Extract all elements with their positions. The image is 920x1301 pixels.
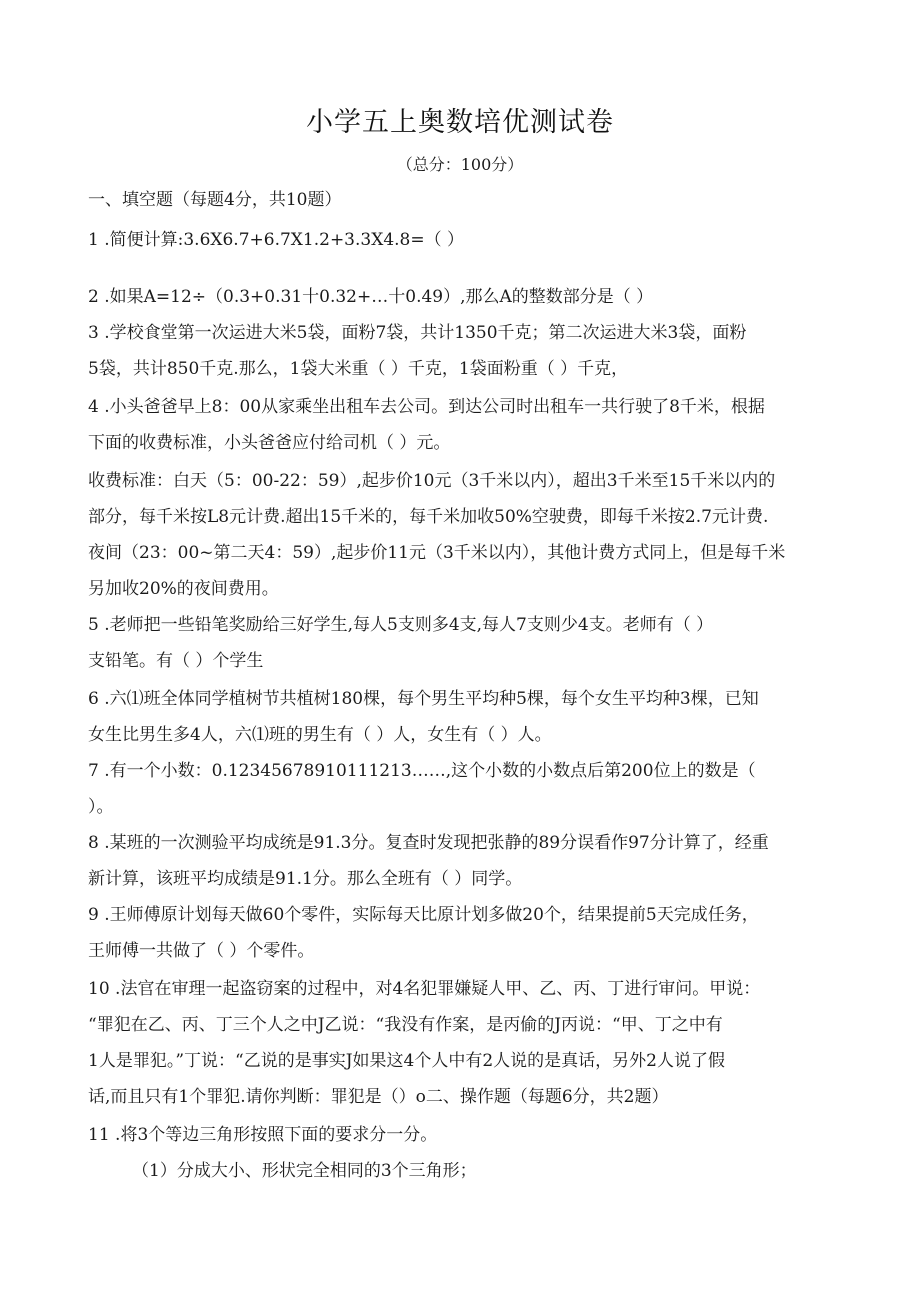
total-score-subtitle: （总分：100分） xyxy=(396,155,524,174)
fare-standard-line-2: 部分，每千米按L8元计费.超出15千米的，每千米加收50%空驶费，即每千米按2.7元计费. xyxy=(88,507,769,527)
question-9-continued: 王师傅一共做了（ ）个零件。 xyxy=(88,941,315,961)
section-heading-fill-in: 一、填空题（每题4分，共10题） xyxy=(88,190,342,210)
question-10-continued-3: 话,而且只有1个罪犯.请你判断：罪犯是（）o二、操作题（每题6分，共2题） xyxy=(88,1087,669,1107)
question-7-continued: ）。 xyxy=(88,797,114,817)
question-3: 3 .学校食堂第一次运进大米5袋，面粉7袋，共计1350千克；第二次运进大米3袋，面粉 xyxy=(88,323,747,343)
question-4: 4 .小头爸爸早上8：00从家乘坐出租车去公司。到达公司时出租车一共行驶了8千米，根据 xyxy=(88,397,765,417)
question-8: 8 .某班的一次测验平均成统是91.3分。复查时发现把张静的89分误看作97分计算了，经重 xyxy=(88,833,769,853)
question-3-continued: 5袋，共计850千克.那么，1袋大米重（ ）千克，1袋面粉重（ ）千克， xyxy=(88,359,629,379)
question-9: 9 .王师傅原计划每天做60个零件，实际每天比原计划多做20个，结果提前5天完成任务， xyxy=(88,905,759,925)
fare-standard-line-3: 夜间（23：00~第二天4：59）,起步价11元（3千米以内），其他计费方式同上，但是每千米 xyxy=(88,543,786,563)
question-11-part-1: （1）分成大小、形状完全相同的3个三角形； xyxy=(132,1161,477,1181)
question-4-continued: 下面的收费标准，小头爸爸应付给司机（ ）元。 xyxy=(88,433,451,453)
question-11: 11 .将3个等边三角形按照下面的要求分一分。 xyxy=(88,1125,438,1145)
fare-standard-line-4: 另加收20%的夜间费用。 xyxy=(88,579,279,599)
question-8-continued: 新计算，该班平均成绩是91.1分。那么全班有（ ）同学。 xyxy=(88,869,523,889)
question-2: 2 .如果A=12÷（0.3+0.31十0.32+…十0.49）,那么A的整数部分是（ ） xyxy=(88,287,654,307)
question-10-continued-2: 1人是罪犯。”丁说：“乙说的是事实J如果这4个人中有2人说的是真话，另外2人说了假 xyxy=(88,1051,725,1071)
question-10-continued-1: “罪犯在乙、丙、丁三个人之中J乙说：“我没有作案，是丙偷的J丙说：“甲、丁之中有 xyxy=(88,1015,723,1035)
question-6-continued: 女生比男生多4人，六⑴班的男生有（ ）人，女生有（ ）人。 xyxy=(88,725,552,745)
question-6: 6 .六⑴班全体同学植树节共植树180棵，每个男生平均种5棵，每个女生平均种3棵，已知 xyxy=(88,689,759,709)
question-10: 10 .法官在审理一起盗窃案的过程中，对4名犯罪嫌疑人甲、乙、丙、丁进行审问。甲说： xyxy=(88,979,761,999)
question-7: 7 .有一个小数：0.12345678910111213……,这个小数的小数点后第200位上的数是（ xyxy=(88,761,756,781)
question-5-continued: 支铅笔。有（ ）个学生 xyxy=(88,651,264,671)
page-title: 小学五上奥数培优测试卷 xyxy=(306,107,614,138)
fare-standard-line-1: 收费标准：白天（5：00-22：59）,起步价10元（3千米以内），超出3千米至15千米以内的 xyxy=(88,471,776,491)
question-1: 1 .简便计算:3.6X6.7+6.7X1.2+3.3X4.8=（ ） xyxy=(88,230,465,250)
question-5: 5 .老师把一些铅笔奖励给三好学生,每人5支则多4支,每人7支则少4支。老师有（ ） xyxy=(88,615,714,635)
